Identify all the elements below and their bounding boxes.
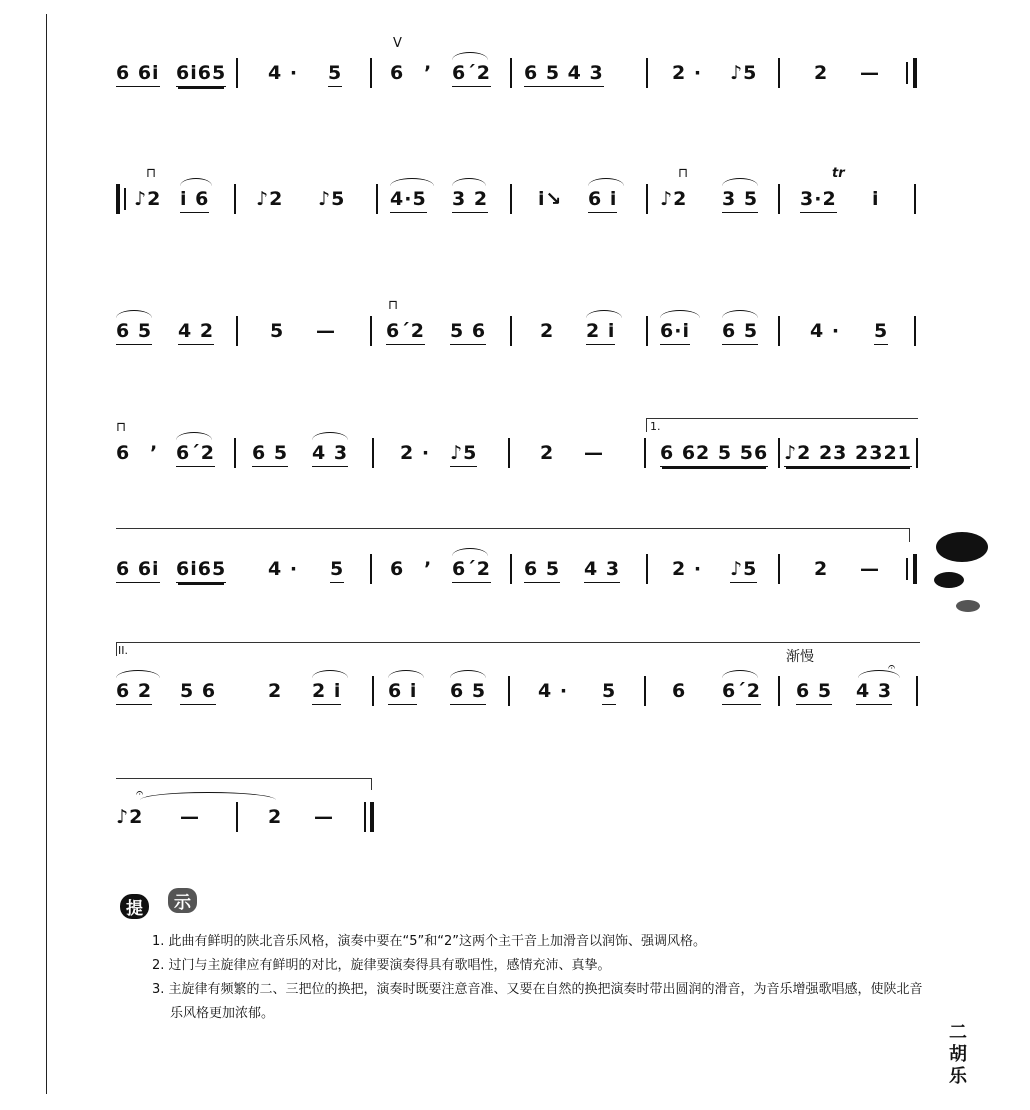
barline — [510, 554, 512, 584]
trill-mark: tr — [832, 166, 845, 181]
end-repeat-barline — [913, 554, 917, 584]
slur — [390, 178, 434, 186]
note-group: 6 i — [388, 680, 417, 705]
barline — [916, 438, 918, 468]
note-group: 6·i — [660, 320, 690, 345]
note-group: ♪2 — [134, 188, 162, 210]
breath-mark: ’ — [424, 558, 433, 580]
tip-item: 1. 此曲有鲜明的陕北音乐风格，演奏中要在“5”和“2”这两个主干音上加滑音以润饰、强调风格。 — [152, 934, 707, 949]
note-group: 4 · — [810, 320, 841, 342]
bowing-mark: V — [393, 36, 402, 51]
score-line-6 — [0, 644, 1030, 730]
barline — [370, 554, 372, 584]
fermata-mark: 𝄐 — [136, 786, 144, 801]
barline — [646, 316, 648, 346]
bowing-mark: ⊓ — [116, 420, 127, 435]
ending-bracket-line — [371, 778, 372, 790]
barline — [778, 676, 780, 706]
slur — [452, 52, 488, 60]
barline — [370, 316, 372, 346]
barline — [376, 184, 378, 214]
note-group: 5 — [328, 62, 342, 87]
note-group: ♪2 — [660, 188, 688, 210]
note-group: 2 — [814, 62, 829, 84]
barline — [906, 62, 908, 84]
note-group: 5 6 — [450, 320, 486, 345]
decorative-blob — [936, 532, 988, 562]
note-group: 6 — [672, 680, 687, 702]
note-group: 4·5 — [390, 188, 427, 213]
slur — [312, 432, 348, 440]
slur — [722, 670, 758, 678]
note-group: 6ˊ2 — [452, 558, 491, 583]
barline — [914, 184, 916, 214]
note-group: 5 — [330, 558, 344, 583]
note-group: 6ˊ2 — [722, 680, 761, 705]
bowing-mark: ⊓ — [146, 166, 157, 181]
score-line-1 — [0, 36, 1030, 112]
tips-list — [148, 930, 928, 1026]
note-group: 6ˊ2 — [176, 442, 215, 467]
note-group: — — [180, 806, 200, 828]
note-group: — — [314, 806, 334, 828]
tip-item: 3. 主旋律有频繁的二、三把位的换把，演奏时既要注意音准、又要在自然的换把演奏时带出圆润的滑音，为音乐增强歌唱感，使陕北音乐风格更加浓郁。 — [152, 982, 923, 1021]
note-group: 5 6 — [180, 680, 216, 705]
slur — [588, 178, 624, 186]
note-group: 6 — [116, 442, 131, 464]
barline — [778, 316, 780, 346]
score-line-2 — [0, 168, 1030, 238]
barline — [234, 184, 236, 214]
barline — [370, 58, 372, 88]
side-section-tab: 二胡乐 — [949, 1022, 967, 1087]
note-group: ♪2 — [256, 188, 284, 210]
ending-bracket-line — [116, 778, 372, 779]
note-group: 3 2 — [452, 188, 488, 213]
note-group: 6 i — [588, 188, 617, 213]
barline — [644, 676, 646, 706]
score-line-5 — [0, 538, 1030, 608]
note-group: 6ˊ2 — [386, 320, 425, 345]
note-group: 2 — [268, 806, 283, 828]
note-group: 6 — [390, 558, 405, 580]
slur — [660, 310, 700, 318]
slur — [116, 670, 160, 678]
note-group: 4 · — [538, 680, 569, 702]
slur — [176, 432, 212, 440]
note-group: 3·2 — [800, 188, 837, 213]
barline — [372, 438, 374, 468]
slur — [180, 178, 212, 186]
note-group: 5 — [602, 680, 616, 705]
note-group: 2 · — [672, 62, 703, 84]
barline — [906, 558, 908, 580]
ending-bracket-line — [909, 528, 910, 542]
tips-heading — [120, 888, 220, 920]
note-group: 6i65 — [176, 558, 226, 583]
slur — [722, 178, 758, 186]
note-group: 4 · — [268, 62, 299, 84]
breath-mark: ’ — [150, 442, 159, 464]
note-group: 6 2 — [116, 680, 152, 705]
barline — [778, 184, 780, 214]
barline — [236, 58, 238, 88]
note-group: 6 62 5 56 — [660, 442, 768, 467]
note-group: 6 6i — [116, 558, 160, 583]
score-line-7 — [0, 786, 1030, 856]
barline — [236, 802, 238, 832]
note-group: 2 — [268, 680, 283, 702]
barline — [916, 676, 918, 706]
score-line-4 — [0, 422, 1030, 492]
barline — [508, 438, 510, 468]
note-group: 6 5 — [252, 442, 288, 467]
slur — [450, 670, 486, 678]
barline — [236, 316, 238, 346]
note-group: 6i65 — [176, 62, 226, 87]
slur — [312, 670, 348, 678]
note-group: 4 3 — [856, 680, 892, 705]
note-group: — — [860, 62, 880, 84]
note-group: 6 5 — [116, 320, 152, 345]
note-group: 2 — [540, 320, 555, 342]
tempo-marking: 渐慢 — [786, 649, 814, 665]
barline — [510, 58, 512, 88]
note-group: 6 6i — [116, 62, 160, 87]
ending-bracket-line — [116, 528, 910, 529]
second-ending-bracket — [116, 642, 117, 656]
slur — [388, 670, 424, 678]
note-group: ♪5 — [450, 442, 477, 467]
note-group: 5 — [270, 320, 285, 342]
note-group: 2 · — [400, 442, 431, 464]
note-group: 5 — [874, 320, 888, 345]
tie — [140, 792, 276, 800]
slur — [722, 310, 758, 318]
note-group: i↘ — [538, 188, 563, 210]
barline — [778, 554, 780, 584]
note-group: 6 — [390, 62, 405, 84]
barline — [646, 58, 648, 88]
barline — [508, 676, 510, 706]
first-ending-label: 1. — [650, 420, 661, 433]
note-group: 2 i — [586, 320, 615, 345]
score-line-3 — [0, 300, 1030, 370]
barline — [510, 316, 512, 346]
barline — [646, 184, 648, 214]
note-group: 6ˊ2 — [452, 62, 491, 87]
note-group: ♪5 — [730, 558, 757, 583]
second-ending-bracket — [116, 642, 920, 643]
slur — [452, 178, 486, 186]
barline — [364, 802, 366, 832]
note-group: ♪2 23 2321 — [784, 442, 912, 467]
note-group: 6 5 — [524, 558, 560, 583]
note-group: i — [872, 188, 880, 210]
barline — [778, 438, 780, 468]
second-ending-label: II. — [118, 644, 128, 657]
note-group: 3 5 — [722, 188, 758, 213]
bowing-mark: ⊓ — [388, 298, 399, 313]
note-group: — — [584, 442, 604, 464]
note-group: — — [860, 558, 880, 580]
barline — [646, 554, 648, 584]
fermata-mark: 𝄐 — [888, 660, 896, 675]
decorative-blob — [956, 600, 980, 612]
note-group: ♪5 — [318, 188, 346, 210]
first-ending-bracket — [646, 418, 647, 432]
note-group: 4 · — [268, 558, 299, 580]
note-group: 2 · — [672, 558, 703, 580]
note-group: 4 3 — [312, 442, 348, 467]
slur — [586, 310, 622, 318]
end-repeat-barline — [913, 58, 917, 88]
note-group: 4 2 — [178, 320, 214, 345]
note-group: — — [316, 320, 336, 342]
decorative-blob — [934, 572, 964, 588]
barline — [124, 188, 126, 210]
note-group: ♪5 — [730, 62, 758, 84]
slur — [452, 548, 488, 556]
note-group: 6 5 — [450, 680, 486, 705]
barline — [644, 438, 646, 468]
first-ending-bracket — [646, 418, 918, 419]
start-repeat-barline — [116, 184, 120, 214]
barline — [234, 438, 236, 468]
note-group: 4 3 — [584, 558, 620, 583]
note-group: 6 5 4 3 — [524, 62, 604, 87]
barline — [914, 316, 916, 346]
barline — [372, 676, 374, 706]
note-group: ♪2 — [116, 806, 144, 828]
bowing-mark: ⊓ — [678, 166, 689, 181]
slur — [116, 310, 152, 318]
tip-item: 2. 过门与主旋律应有鲜明的对比，旋律要演奏得具有歌唱性，感情充沛、真挚。 — [152, 958, 611, 973]
breath-mark: ’ — [424, 62, 433, 84]
final-barline — [370, 802, 374, 832]
note-group: 2 — [814, 558, 829, 580]
tips-heading-char: 示 — [168, 888, 197, 913]
barline — [778, 58, 780, 88]
note-group: 2 — [540, 442, 555, 464]
note-group: 6 5 — [796, 680, 832, 705]
note-group: 6 5 — [722, 320, 758, 345]
note-group: i 6 — [180, 188, 209, 213]
tips-heading-char: 提 — [120, 894, 149, 919]
barline — [510, 184, 512, 214]
note-group: 2 i — [312, 680, 341, 705]
